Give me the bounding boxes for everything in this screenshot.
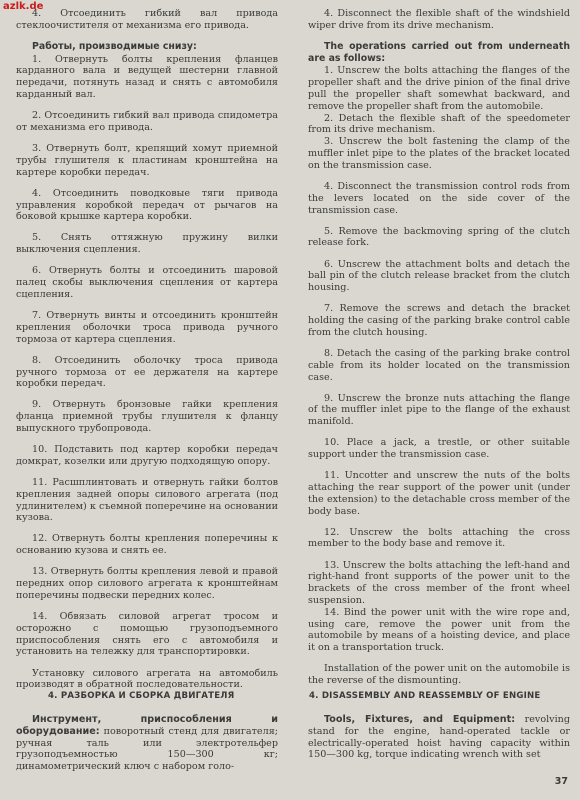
paragraph: 4. Отсоединить гибкий вал привода стеклоочистителя от механизма его привода. (16, 8, 278, 31)
paragraph: 2. Detach the flexible shaft of the speedometer from its drive mechanism. (308, 112, 570, 136)
tools-text: revolving stand for the engine, hand-operated tackle or electrically-operated hoist having capacity within 150—300 kg, torque indicating wrench with set (308, 714, 570, 761)
tools-paragraph-russian (16, 714, 278, 773)
paragraph: 9. Отвернуть бронзовые гайки крепления фланца приемной трубы глушителя к фланцу выпускного трубопровода. (16, 399, 278, 434)
paragraph: 14. Обвязать силовой агрегат тросом и осторожно с помощью грузоподъемного приспособления снять его с автомобиля и установить на тележку для транспортировки. (16, 611, 278, 658)
paragraph: 12. Отвернуть болты крепления поперечины к основанию кузова и снять ее. (16, 533, 278, 557)
paragraph: 9. Unscrew the bronze nuts attaching the flange of the muffler inlet pipe to the flange of the exhaust manifold. (308, 392, 570, 428)
subheading: Работы, производимые снизу: (32, 40, 197, 52)
paragraph: 4. Отсоединить поводковые тяги привода управления коробкой передач от рычагов на боковой крышке картера коробки. (16, 187, 278, 223)
paragraph: 5. Снять оттяжную пружину вилки выключения сцепления. (16, 232, 278, 256)
paragraph: 10. Подставить под картер коробки передач домкрат, козелки или другую подходящую опору. (16, 444, 278, 467)
paragraph: 11. Расшплинтовать и отвернуть гайки болтов крепления задней опоры силового агрегата (под удлинителем) к съемной поперечине на основании кузова. (16, 476, 278, 524)
paragraph: 13. Отвернуть болты крепления левой и правой передних опор силового агрегата к кронштейнам поперечины подвески передних колес. (16, 566, 278, 601)
paragraph: 4. Disconnect the flexible shaft of the windshield wiper drive from its drive mechanism. (308, 8, 570, 31)
paragraph: Installation of the power unit on the automobile is the reverse of the dismounting. (308, 663, 570, 687)
paragraph: 5. Remove the backmoving spring of the clutch release fork. (308, 225, 570, 249)
paragraph: 1. Unscrew the bolts attaching the flanges of the propeller shaft and the drive pinion of the final drive pull the propeller shaft somewhat backward, and remove the propeller shaft from the automobile. (308, 65, 570, 112)
russian-column (16, 8, 278, 691)
tools-paragraph-english (308, 714, 570, 761)
tools-lead: Инструмент, приспособления и оборудование: (16, 714, 278, 737)
paragraph: 14. Bind the power unit with the wire rope and, using care, remove the power unit from the automobile by means of a hoisting device, and place it on a transportation truck. (308, 606, 570, 654)
paragraph: 3. Отвернуть болт, крепящий хомут приемной трубы глушителя к пластинам кронштейна на картере коробки передач. (16, 143, 278, 178)
paragraph: 13. Unscrew the bolts attaching the left-hand and right-hand front supports of the power unit to the brackets of the cross member of the front wheel suspension. (308, 559, 570, 606)
paragraph: 3. Unscrew the bolt fastening the clamp of the muffler inlet pipe to the plates of the bracket located on the transmission case. (308, 136, 570, 171)
section-title-english: 4. DISASSEMBLY AND REASSEMBLY OF ENGINE (309, 691, 541, 701)
paragraph: 6. Отвернуть болты и отсоединить шаровой палец скобы выключения сцепления от картера сцепления. (16, 265, 278, 300)
paragraph: 8. Detach the casing of the parking brake control cable from its holder located on the transmission case. (308, 347, 570, 383)
paragraph: 10. Place a jack, a trestle, or other suitable support under the transmission case. (308, 437, 570, 461)
paragraph: 4. Disconnect the transmission control rods from the levers located on the side cover of the transmission case. (308, 180, 570, 216)
page-number: 37 (554, 776, 568, 787)
paragraph: Установку силового агрегата на автомобиль производят в обратной последовательности. (16, 667, 278, 691)
english-column (308, 8, 570, 687)
subheading: The operations carried out from underneath are as follows: (308, 40, 570, 64)
paragraph: 2. Отсоединить гибкий вал привода спидометра от механизма его привода. (16, 110, 278, 133)
paragraph: 11. Uncotter and unscrew the nuts of the bolts attaching the rear support of the power unit (under the extension) to the detachable cross member of the body base. (308, 470, 570, 517)
tools-text: поворотный стенд для двигателя; ручная таль или электротельфер грузоподъемностью 150—300 кг; динамометрический ключ с набором голо- (16, 725, 278, 773)
tools-lead: Tools, Fixtures, and Equipment: (324, 714, 516, 725)
paragraph: 6. Unscrew the attachment bolts and detach the ball pin of the clutch release bracket from the clutch housing. (308, 258, 570, 294)
paragraph: 7. Remove the screws and detach the bracket holding the casing of the parking brake control cable from the clutch housing. (308, 303, 570, 338)
section-title-russian: 4. РАЗБОРКА И СБОРКА ДВИГАТЕЛЯ (48, 691, 235, 701)
paragraph: 12. Unscrew the bolts attaching the cross member to the body base and remove it. (308, 526, 570, 550)
paragraph: 8. Отсоединить оболочку троса привода ручного тормоза от ее держателя на картере коробки передач. (16, 354, 278, 390)
paragraph: 7. Отвернуть винты и отсоединить кронштейн крепления оболочки троса привода ручного тормоза от картера сцепления. (16, 310, 278, 345)
site-watermark: azlk.de (3, 1, 44, 12)
paragraph: 1. Отвернуть болты крепления фланцев карданного вала и ведущей шестерни главной передачи, потянуть назад и снять с автомобиля карданный вал. (16, 53, 278, 101)
